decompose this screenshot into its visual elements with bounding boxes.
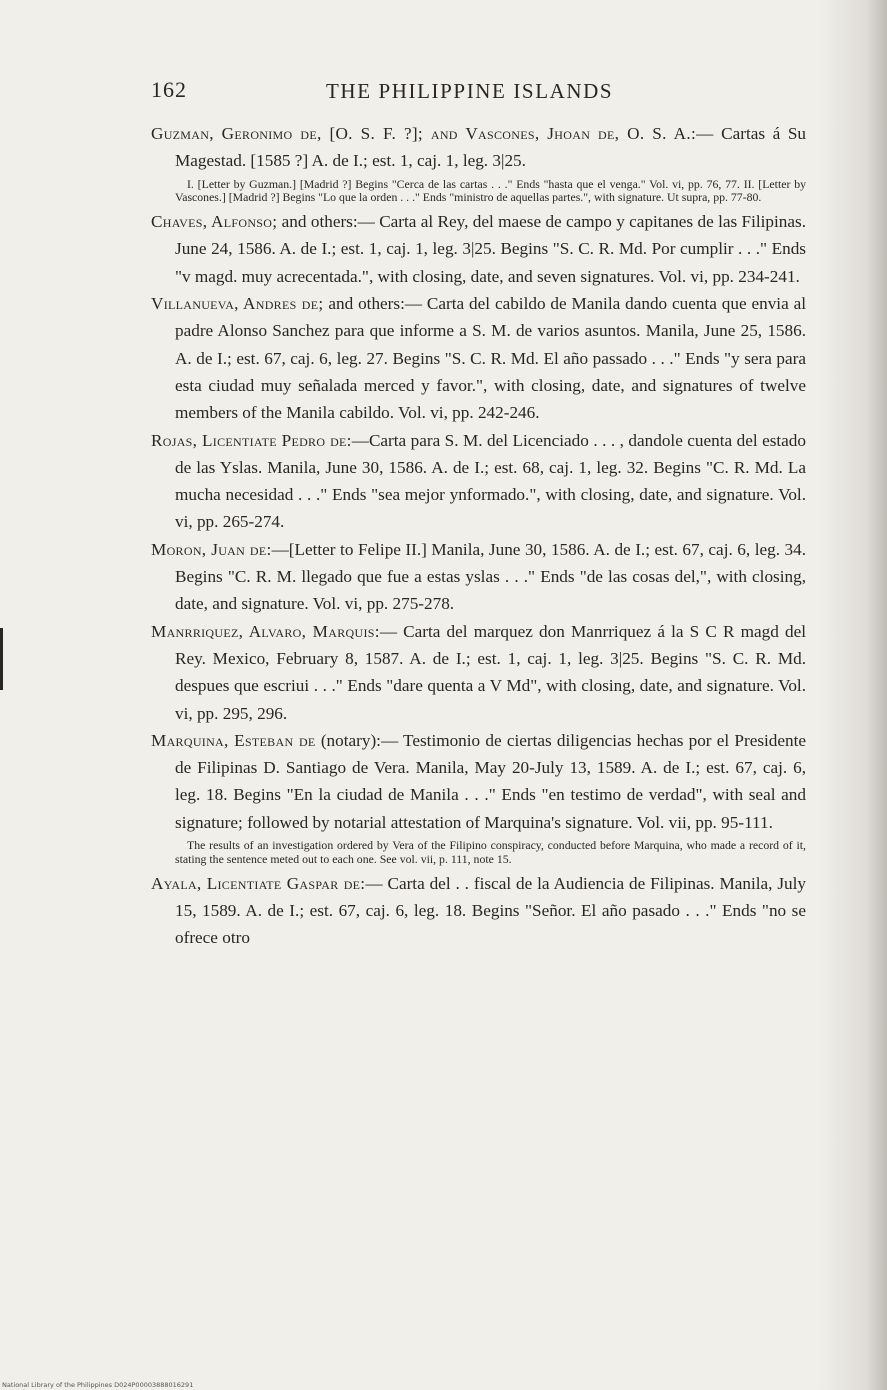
entry-note-text: I. [Letter by Guzman.] [Madrid ?] Begins "Cerca de las cartas . . ." Ends "hasta que el venga." Vol. vi, pp. 76, 77. II. [Letter by Vascones.] [Madrid ?] Begins "Lo que la orden . . ." Ends "ministro de aquellas partes.", with signature. Ut supra, pp. 77-80. [175,176,806,205]
bibliography-entry [151,427,806,536]
page-number: 162 [151,77,187,102]
entry-body: — Carta del marquez don Manrriquez á la S C R magd del Rey. Mexico, February 8, 1587. A. de I.; est. 1, caj. 1, leg. 3|25. Begins "S. C. R. Md. despues que escriui . . ." Ends "dare quenta a V Md", with closing, date, and signature. Vol. vi, pp. 295, 296. [175,621,806,723]
entry-author: Manrriquez, Alvaro, Marquis: [151,621,380,641]
entry-text [151,727,806,836]
entry-author: Guzman, Geronimo de, [O. S. F. ?]; and Vascones, Jhoan de, O. S. A.:— [151,124,714,143]
entry-body: — Carta del . . fiscal de la Audiencia de Filipinas. Manila, July 15, 1589. A. de I.; est. 67, caj. 6, leg. 18. Begins "Señor. El año pasado . . ." Ends "no se ofrece otro [175,873,806,948]
bibliography-entry [151,727,806,836]
entry-text [151,870,806,952]
entry-body: (notary):— Testimonio de ciertas diligencias hechas por el Presidente de Filipinas D. Santiago de Vera. Manila, May 20-July 13, 1589. A. de I.; est. 67, caj. 6, leg. 18. Begins "En la ciudad de Manila . . ." Ends "en testimo de verdad", with seal and signature; followed by notarial attestation of Marquina's signature. Vol. vii, pp. 95-111. [175,730,807,832]
entry-text [151,536,806,618]
entry-author: Villanueva, Andres de; [151,294,324,314]
running-head: THE PHILIPPINE ISLANDS [326,79,614,103]
binding-mark [0,628,3,690]
entry-text [151,618,806,727]
entry-text [151,208,806,290]
page-edge-shadow [817,0,887,1390]
entry-body: —Carta para S. M. del Licenciado . . . , dandole cuenta del estado de las Yslas. Manila, June 30, 1586. A. de I.; est. 68, caj. 1, leg. 32. Begins "C. R. Md. La mucha necesidad . . ." Ends "sea mejor ynformado.", with closing, date, and signature. Vol. vi, pp. 265-274. [175,430,806,532]
entry-body: Cartas á Su Magestad. [1585 ?] A. de I.; est. 1, caj. 1, leg. 3|25. [175,124,807,171]
bibliography-entry [151,120,806,175]
entry-author: Ayala, Licentiate Gaspar de: [151,873,366,893]
entry-text [151,290,806,426]
bibliography-entry [151,290,806,426]
entry-author: Marquina, Esteban de [151,730,316,750]
entry-note [151,178,806,206]
bibliography-entry [151,536,806,618]
entry-author: Chaves, Alfonso; [151,212,278,232]
bibliography-entry [151,208,806,290]
footer-attribution: National Library of the Philippines D024P00003888016291 [2,1381,194,1389]
entry-body: —[Letter to Felipe II.] Manila, June 30, 1586. A. de I.; est. 67, caj. 6, leg. 34. Begins "C. R. M. llegado que fue a estas yslas . . ." Ends "de las cosas del,", with closing, date, and signature. Vol. vi, pp. 275-278. [175,539,806,614]
entry-author: Rojas, Licentiate Pedro de: [151,430,352,450]
entry-text [151,427,806,536]
entry-body: and others:— Carta del cabildo de Manila dando cuenta que envia al padre Alonso Sanchez para que informe a S. M. de varios asuntos. Manila, June 25, 1586. A. de I.; est. 67, caj. 6, leg. 27. Begins "S. C. R. Md. El año passado . . ." Ends "y sera para esta ciudad muy señalada merced y favor.", with closing, date, and signatures of twelve members of the Manila cabildo. Vol. vi, pp. 242-246. [175,294,807,423]
bibliography-entry [151,618,806,727]
entry-author: Moron, Juan de: [151,539,272,559]
bibliography-entry [151,870,806,952]
entry-body: and others:— Carta al Rey, del maese de campo y capitanes de las Filipinas. June 24, 1586. A. de I.; est. 1, caj. 1, leg. 3|25. Begins "S. C. R. Md. Por cumplir . . ." Ends "v magd. muy acrecentada.", with closing, date, and seven signatures. Vol. vi, pp. 234-241. [175,212,806,286]
entry-note [151,839,806,867]
page-header [151,77,801,107]
entry-text [151,120,806,175]
entry-note-text: The results of an investigation ordered by Vera of the Filipino conspiracy, conducted before Marquina, who made a record of it, stating the sentence meted out to each one. See vol. vii, p. 111, note 15. [175,838,806,866]
bibliography-list [151,120,806,952]
